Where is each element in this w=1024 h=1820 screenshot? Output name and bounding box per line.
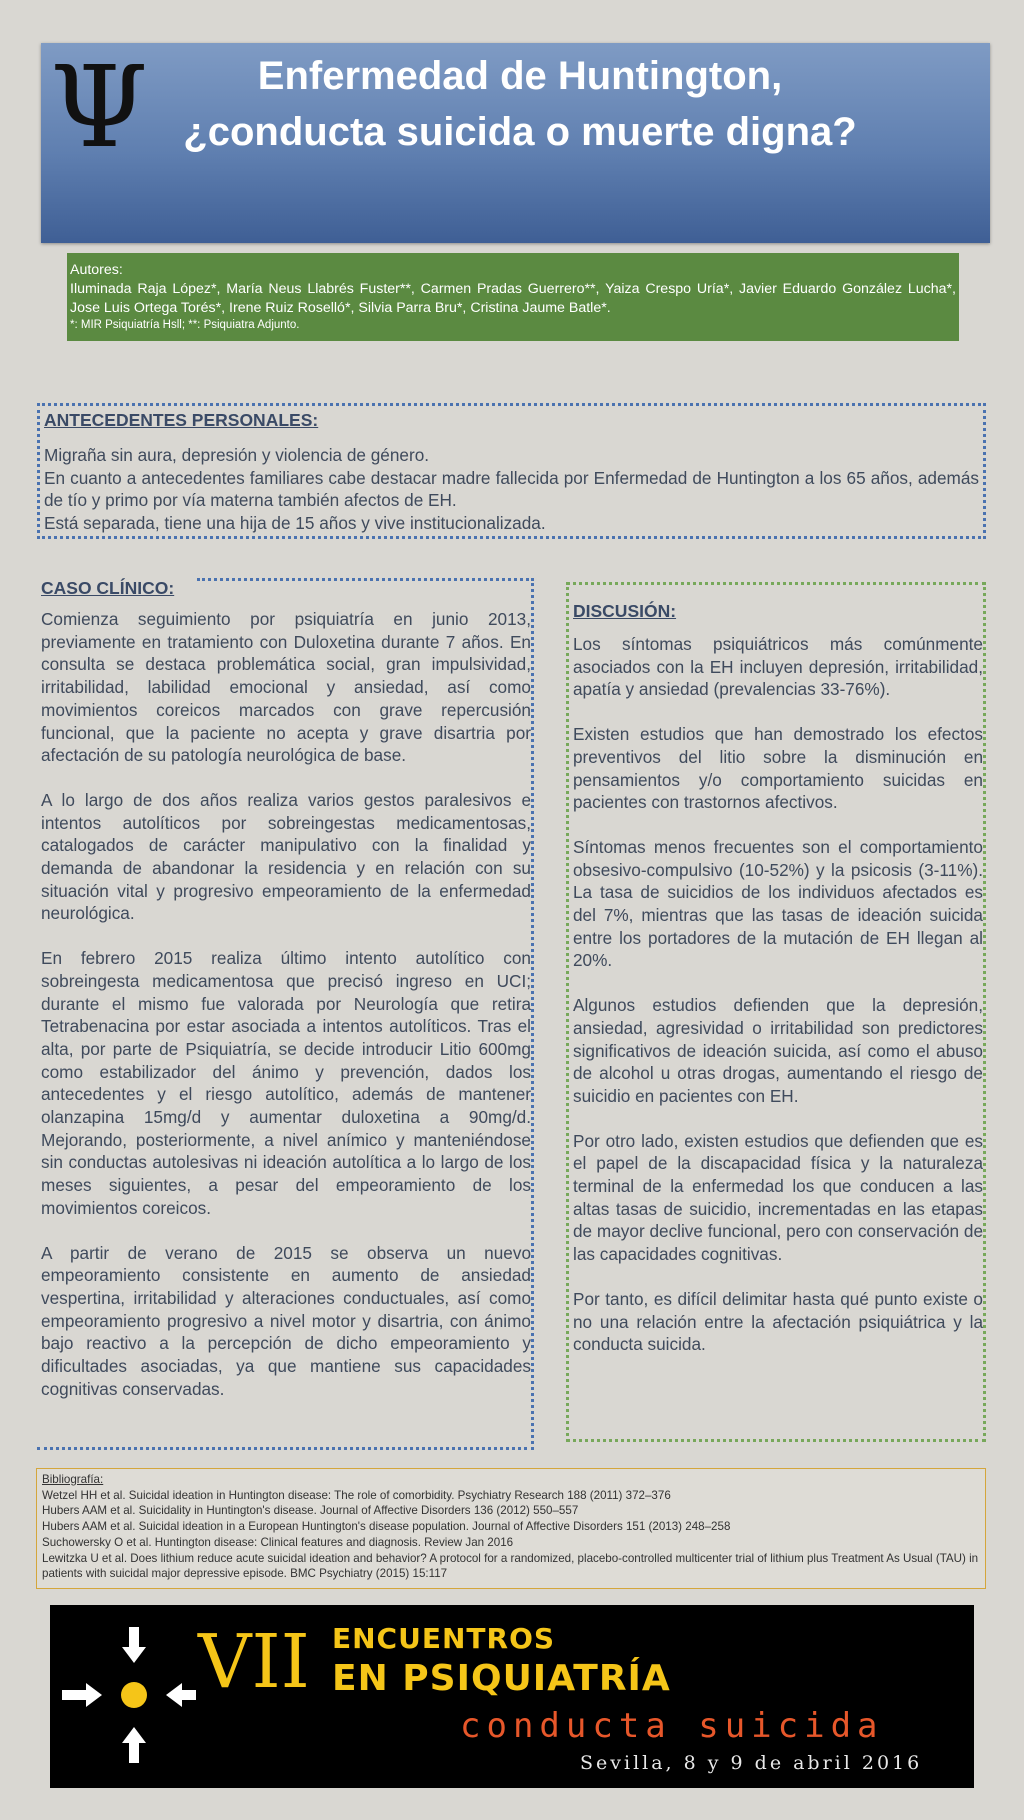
reference-item: Wetzel HH et al. Suicidal ideation in Huntington disease: The role of comorbidity. Psychiatry Research 188 (2011) 372–376 xyxy=(42,1488,671,1502)
discusion-heading: DISCUSIÓN: xyxy=(573,601,677,621)
reference-item: Hubers AAM et al. Suicidality in Huntington's disease. Journal of Affective Disorders 136 (2012) 550–557 xyxy=(42,1504,579,1518)
banner-date: Sevilla, 8 y 9 de abril 2016 xyxy=(580,1752,923,1774)
discusion-paragraph: Por otro lado, existen estudios que defienden que es el papel de la discapacidad física y la naturaleza terminal de la enfermedad los que conducen a las altas tasas de suicidio, incrementadas en las etapas de mayor declive funcional, pero con conservación de las capacidades cognitivas. xyxy=(573,1130,983,1265)
caso-clinico-section xyxy=(37,578,534,1450)
bibliografia-section xyxy=(36,1468,986,1589)
authors-label: Autores: xyxy=(70,262,123,278)
banner-line-3: conducta suicida xyxy=(460,1706,884,1746)
authors-list: Iluminada Raja López*, María Neus Llabrés Fuster**, Carmen Pradas Guerrero**, Yaiza Crespo Uría*, Javier Eduardo González Lucha*, Jose Luis Ortega Torés*, Irene Ruiz Roselló*, Silvia Parra Bru*, Cristina Jaume Batle*. xyxy=(70,281,956,316)
discusion-paragraph: Los síntomas psiquiátricos más comúnmente asociados con la EH incluyen depresión, irritabilidad, apatía y ansiedad (prevalencias 33-76%). xyxy=(573,634,983,700)
discusion-paragraph: Síntomas menos frecuentes son el comportamiento obsesivo-compulsivo (10-52%) y la psicosis (3-11%). La tasa de suicidios de los individuos afectados es del 7%, mientras que las tasas de ideación suicida entre los portadores de la mutación de EH llegan al 20%. xyxy=(573,836,983,971)
banner-line-2: EN PSIQUIATRÍA xyxy=(332,1658,671,1699)
antecedentes-heading: ANTECEDENTES PERSONALES: xyxy=(44,410,319,430)
reference-item: Suchowersky O et al. Huntington disease: Clinical features and diagnosis. Review Jan 2016 xyxy=(42,1535,514,1549)
antecedentes-paragraph: Migraña sin aura, depresión y violencia de género. xyxy=(44,445,430,465)
bibliografia-heading: Bibliografía: xyxy=(42,1473,104,1486)
caso-paragraph: A lo largo de dos años realiza varios gestos paralesivos e intentos autolíticos por sobreingestas medicamentosas, catalogados de carácter manipulativo con la finalidad y demanda de abandonar la residencia y en relación con su situación vital y progresivo empeoramiento de la enfermedad neurológica. xyxy=(41,789,531,924)
title-line-2: ¿conducta suicida o muerte digna? xyxy=(183,110,857,154)
caso-paragraph: Comienza seguimiento por psiquiatría en junio 2013, previamente en tratamiento con Duloxetina durante 7 años. En consulta se destaca problemática social, gran impulsividad, irritabilidad, labilidad emocional y ansiedad, así como movimientos coreicos marcados con grave repercusión funcional, que la paciente no acepta y grave disartria por afectación de su patología neurológica de base. xyxy=(41,609,531,766)
discusion-section xyxy=(566,582,986,1442)
banner-line-1: ENCUENTROS xyxy=(332,1622,556,1655)
caso-paragraph: En febrero 2015 realiza último intento autolítico con sobreingesta medicamentosa que precisó ingreso en UCI; durante el mismo fue valorada por Neurología que retira Tetrabenacina por estar asociada a intentos autolíticos. Tras el alta, por parte de Psiquiatría, se decide introducir Litio 600mg como estabilizador del ánimo y prevención, dados los antecedentes y el riesgo autolítico, además de mantener olanzapina 15mg/d y aumentar duloxetina a 90mg/d. Mejorando, posteriormente, a nivel anímico y manteniéndose sin conductas autolesivas ni ideación autolítica a lo largo de los meses siguientes, a pesar del empeoramiento de los movimientos coreicos. xyxy=(41,948,531,1218)
banner-numeral: VII xyxy=(198,1619,310,1705)
caso-paragraph: A partir de verano de 2015 se observa un nuevo empeoramiento consistente en aumento de ansiedad vespertina, irritabilidad y alteraciones conductuales, así como empeoramiento progresivo a nivel motor y disartria, con ánimo bajo reactivo a la percepción de dicho empeoramiento y dificultades asociadas, ya que mantiene sus capacidades cognitivas conservadas. xyxy=(41,1242,531,1399)
discusion-paragraph: Por tanto, es difícil delimitar hasta qué punto existe o no una relación entre la afectación psiquiátrica y la conducta suicida. xyxy=(573,1288,983,1355)
reference-item: Lewitzka U et al. Does lithium reduce acute suicidal ideation and behavior? A protocol for a randomized, placebo-controlled multicenter trial of lithium plus Treatment As Usual (TAU) in patients with suicidal major depressive episode. BMC Psychiatry (2015) 15:117 xyxy=(42,1551,979,1581)
antecedentes-paragraph: En cuanto a antecedentes familiares cabe destacar madre fallecida por Enfermedad de Huntington a los 65 años, además de tío y primo por vía materna también afectos de EH. xyxy=(44,467,979,511)
antecedentes-section xyxy=(37,403,986,539)
authors-note: *: MIR Psiquiatría Hsll; **: Psiquiatra Adjunto. xyxy=(70,319,300,331)
discusion-paragraph: Algunos estudios defienden que la depresión, ansiedad, agresividad o irritabilidad son predictores significativos de ideación suicida, así como el abuso de alcohol u otras drogas, aumentando el riesgo de suicidio en pacientes con EH. xyxy=(573,995,983,1106)
reference-item: Hubers AAM et al. Suicidal ideation in a European Huntington's disease population. Journal of Affective Disorders 151 (2013) 248–258 xyxy=(42,1520,731,1534)
caso-heading: CASO CLÍNICO: xyxy=(41,578,175,598)
antecedentes-paragraph: Está separada, tiene una hija de 15 años y vive institucionalizada. xyxy=(44,513,546,534)
title-line-1: Enfermedad de Huntington, xyxy=(257,54,783,98)
discusion-paragraph: Existen estudios que han demostrado los efectos preventivos del litio sobre la disminución en pensamientos y/o comportamiento suicidas en pacientes con trastornos afectivos. xyxy=(573,724,983,813)
event-banner xyxy=(50,1605,974,1788)
psi-logo-icon: Ψ xyxy=(50,43,149,173)
compass-arrows-icon xyxy=(56,1615,196,1775)
authors-block xyxy=(67,253,959,341)
poster-title xyxy=(130,48,910,160)
